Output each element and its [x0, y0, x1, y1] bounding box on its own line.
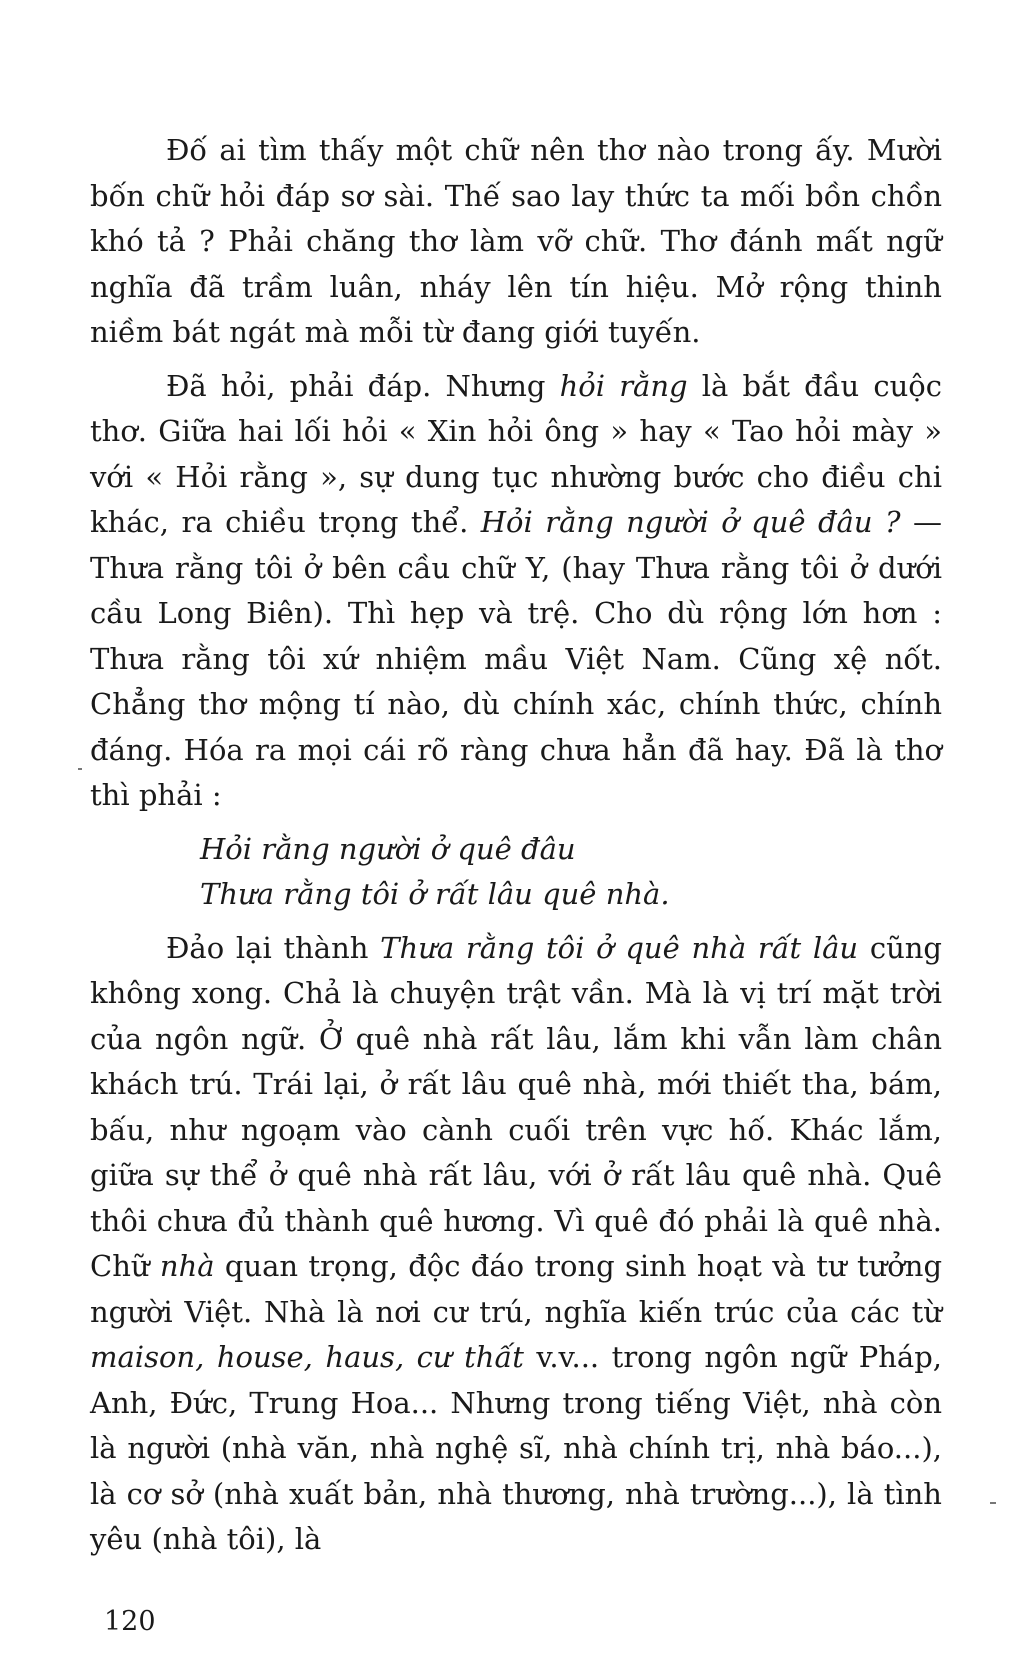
verse-quote	[200, 827, 942, 918]
paragraph-3: Đảo lại thành Thưa rằng tôi ở quê nhà rất lâu cũng không xong. Chả là chuyện trật vần. Mà là vị trí mặt trời của ngôn ngữ. Ở quê nhà rất lâu, lắm khi vẫn làm chân khách trú. Trái lại, ở rất lâu quê nhà, mới thiết tha, bám, bấu, như ngoạm vào cành cuối trên vực hố. Khác lắm, giữa sự thể ở quê nhà rất lâu, với ở rất lâu quê nhà. Quê thôi chưa đủ thành quê hương. Vì quê đó phải là quê nhà. Chữ nhà quan trọng, độc đáo trong sinh hoạt và tư tưởng người Việt. Nhà là nơi cư trú, nghĩa kiến trúc của các từ maison, house, haus, cư thất v.v... trong ngôn ngữ Pháp, Anh, Đức, Trung Hoa... Nhưng trong tiếng Việt, nhà còn là người (nhà văn, nhà nghệ sĩ, nhà chính trị, nhà báo...), là cơ sở (nhà xuất bản, nhà thương, nhà trường...), là tình yêu (nhà tôi), là	[90, 930, 943, 1556]
page-number: 120	[104, 1606, 156, 1637]
italic-phrase: Hỏi rằng người ở quê đâu ?	[480, 505, 901, 539]
verse-line-1: Hỏi rằng người ở quê đâu	[200, 831, 576, 866]
paragraph-1: Đố ai tìm thấy một chữ nên thơ nào trong ấy. Mười bốn chữ hỏi đáp sơ sài. Thế sao lay thức ta mối bồn chồn khó tả ? Phải chăng thơ làm vỡ chữ. Thơ đánh mất ngữ nghĩa đã trầm luân, nháy lên tín hiệu. Mở rộng thinh niềm bát ngát mà mỗi từ đang giới tuyến.	[90, 133, 942, 349]
body-text	[90, 128, 942, 1563]
margin-mark	[990, 1502, 996, 1504]
paragraph-2: Đã hỏi, phải đáp. Nhưng hỏi rằng là bắt đầu cuộc thơ. Giữa hai lối hỏi « Xin hỏi ông » hay « Tao hỏi mày » với « Hỏi rằng », sự dung tục nhường bước cho điều chi khác, ra chiều trọng thể. Hỏi rằng người ở quê đâu ? — Thưa rằng tôi ở bên cầu chữ Y, (hay Thưa rằng tôi ở dưới cầu Long Biên). Thì hẹp và trệ. Cho dù rộng lớn hơn : Thưa rằng tôi xứ nhiệm mầu Việt Nam. Cũng xệ nốt. Chẳng thơ mộng tí nào, dù chính xác, chính thức, chính đáng. Hóa ra mọi cái rõ ràng chưa hẳn đã hay. Đã là thơ thì phải :	[90, 368, 942, 812]
italic-word: nhà	[159, 1249, 215, 1283]
italic-phrase: Thưa rằng tôi ở quê nhà rất lâu	[380, 930, 859, 965]
verse-line-2: Thưa rằng tôi ở rất lâu quê nhà.	[200, 877, 670, 911]
italic-phrase: maison, house, haus, cư thất	[90, 1340, 524, 1374]
margin-mark	[78, 768, 82, 770]
italic-phrase: hỏi rằng	[559, 368, 688, 403]
